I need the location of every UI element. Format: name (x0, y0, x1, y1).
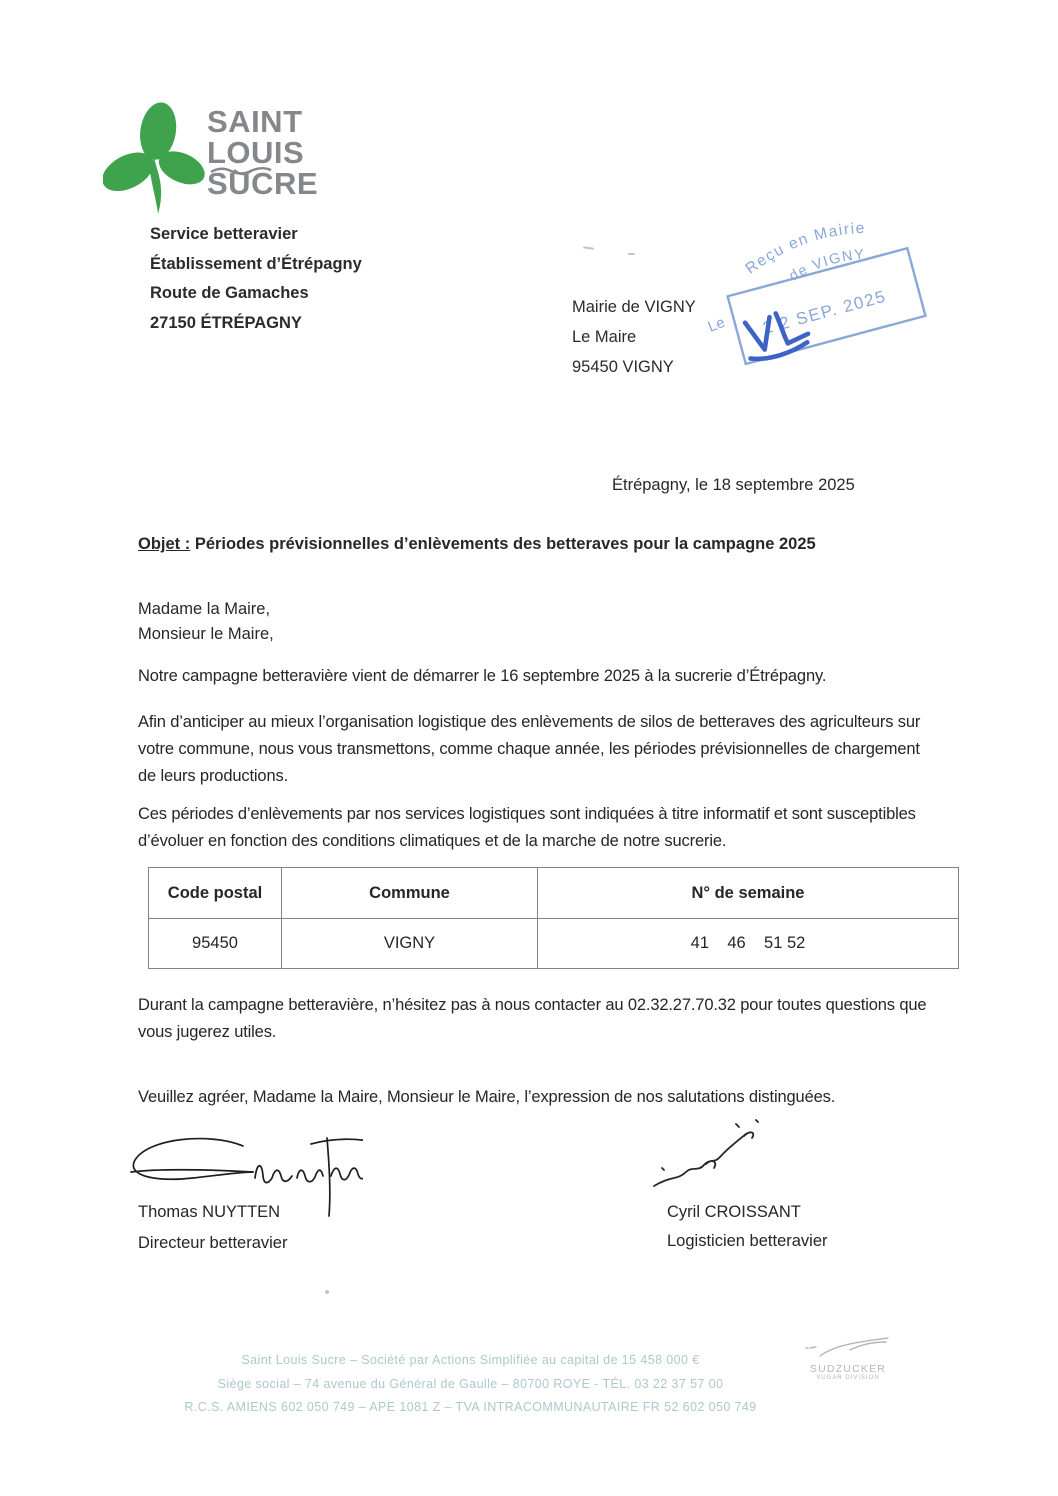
header-code-postal: Code postal (149, 868, 282, 919)
scan-mark (583, 246, 594, 250)
salutation-line: Monsieur le Maire, (138, 625, 274, 643)
paragraph-campaign-start: Notre campagne betteravière vient de démarrer le 16 septembre 2025 à la sucrerie d’Étrépagny. (138, 667, 827, 685)
paragraph-line: votre commune, nous vous transmettons, comme chaque année, les périodes prévisionnelles de chargement (138, 740, 920, 758)
paragraph-line: vous jugerez utiles. (138, 1023, 277, 1041)
pickup-schedule-table (148, 867, 959, 969)
scan-mark (628, 253, 635, 255)
saint-louis-sucre-plant-icon (103, 98, 208, 220)
plant-stem (149, 159, 161, 214)
sudzucker-swoosh-icon (802, 1336, 894, 1360)
cell-semaines: 41 46 51 52 (538, 919, 959, 969)
paragraph-contact (138, 992, 926, 1046)
paragraph-disclaimer (138, 801, 916, 855)
table-header-row (149, 868, 959, 919)
recipient-line: Le Maire (572, 328, 637, 346)
paragraph-line: de leurs productions. (138, 767, 289, 785)
paragraph-line: Durant la campagne betteravière, n’hésitez pas à nous contacter au 02.32.27.70.32 pour toutes questions que (138, 996, 927, 1014)
cell-code-postal: 95450 (149, 919, 282, 969)
sender-line: Route de Gamaches (150, 284, 309, 302)
stamp-le-label: Le (705, 313, 728, 336)
cell-commune: VIGNY (282, 919, 538, 969)
brand-line-2: LOUIS (207, 135, 305, 170)
received-stamp (674, 173, 974, 397)
sender-line: Service betteravier (150, 225, 298, 243)
table-row (149, 919, 959, 969)
paragraph-closing: Veuillez agréer, Madame la Maire, Monsieur le Maire, l’expression de nos salutations distinguées. (138, 1088, 836, 1106)
stamp-date: 2 2 SEP. 2025 (760, 286, 889, 338)
sudzucker-name: SUDZUCKER (809, 1363, 887, 1375)
signer-title-left: Directeur betteravier (138, 1234, 288, 1252)
subject-text: Périodes prévisionnelles d’enlèvements des betteraves pour la campagne 2025 (190, 535, 816, 553)
date-line: Étrépagny, le 18 septembre 2025 (612, 476, 855, 494)
subject-label: Objet : (138, 535, 191, 553)
header-commune: Commune (282, 868, 538, 919)
sudzucker-division: SUGAR DIVISION (816, 1375, 880, 1381)
signer-title-right: Logisticien betteravier (667, 1232, 828, 1250)
salutation-line: Madame la Maire, (138, 600, 271, 618)
paragraph-logistics (138, 709, 920, 790)
stamp-arc-line2: de VIGNY (786, 246, 867, 285)
brand-wordmark (207, 106, 318, 199)
footer-line: Siège social – 74 avenue du Général de Gaulle – 80700 ROYE - TÉL. 03 22 37 57 00 (217, 1376, 724, 1391)
footer-line: Saint Louis Sucre – Société par Actions Simplifiée au capital de 15 458 000 € (241, 1353, 700, 1367)
scan-mark (325, 1290, 329, 1294)
footer-line: R.C.S. AMIENS 602 050 749 – APE 1081 Z – TVA INTRACOMMUNAUTAIRE FR 52 602 050 749 (184, 1400, 757, 1414)
brand-line-3: SUCRE (207, 166, 319, 201)
footer-legal (148, 1349, 793, 1420)
recipient-line: Mairie de VIGNY (572, 298, 696, 316)
subject-line (138, 535, 816, 554)
signer-name-left: Thomas NUYTTEN (138, 1203, 281, 1221)
sender-line: 27150 ÉTRÉPAGNY (150, 313, 302, 332)
brand-line-1: SAINT (207, 104, 303, 139)
paragraph-line: d’évoluer en fonction des conditions climatiques et de la marche de notre sucrerie. (138, 832, 727, 850)
recipient-address (572, 292, 696, 382)
signature-scribble-right-icon (648, 1118, 778, 1196)
brand-breve-decoration (232, 169, 254, 177)
sender-line: Établissement d’Étrépagny (150, 254, 362, 273)
stamp-arc-line1: Reçu en Mairie (742, 219, 867, 278)
recipient-line: 95450 VIGNY (572, 358, 674, 376)
sender-address (150, 220, 362, 338)
signer-name-right: Cyril CROISSANT (667, 1203, 801, 1221)
header-semaine: N° de semaine (538, 868, 959, 919)
paragraph-line: Ces périodes d’enlèvements par nos services logistiques sont indiquées à titre informatif et sont susceptibles (138, 805, 916, 823)
sudzucker-logo (798, 1336, 898, 1381)
salutation (138, 597, 274, 647)
paragraph-line: Afin d’anticiper au mieux l’organisation logistique des enlèvements de silos de betteraves des agriculteurs sur (138, 713, 921, 731)
